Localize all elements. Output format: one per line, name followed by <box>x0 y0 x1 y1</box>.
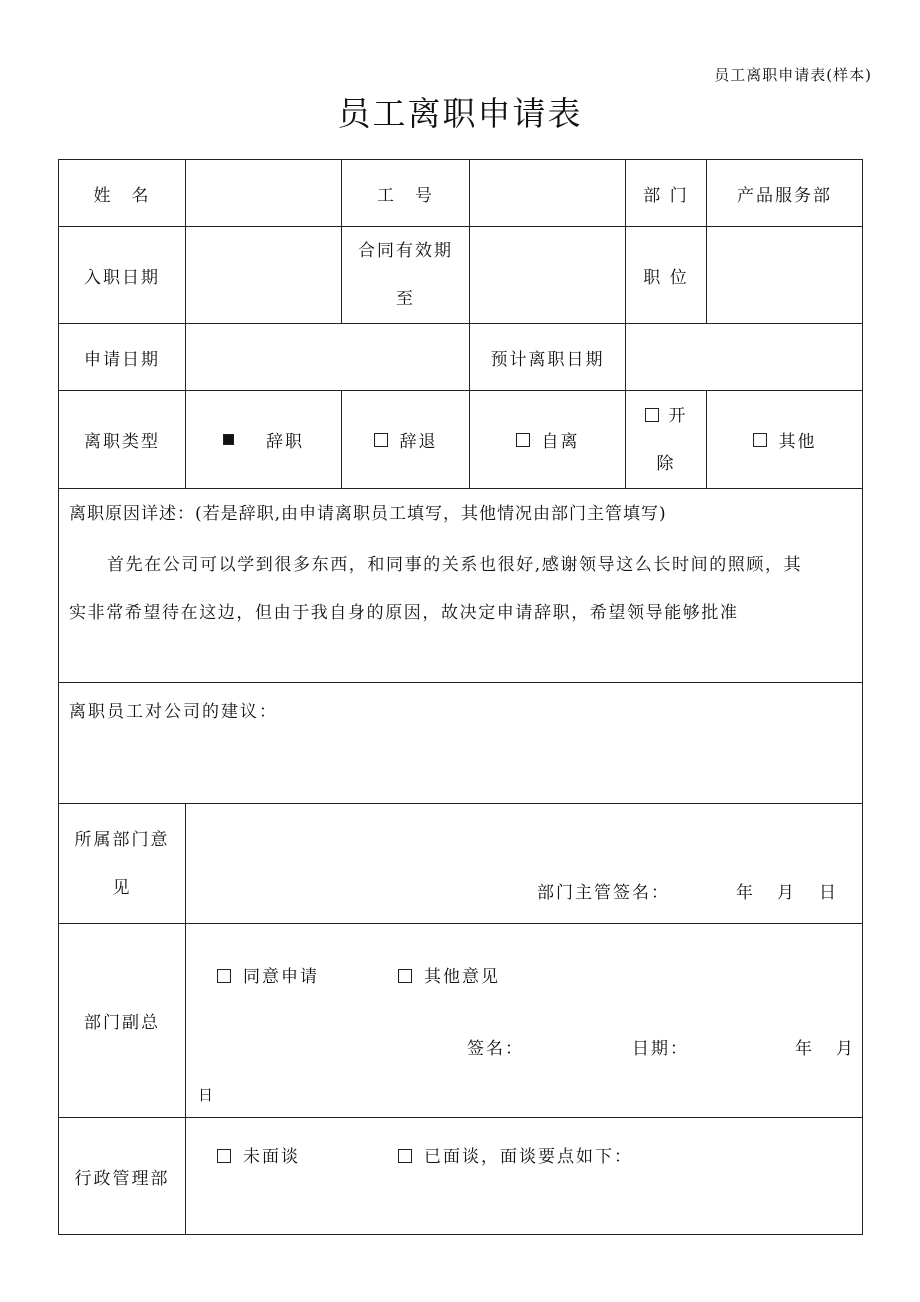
employee-no-field[interactable] <box>469 159 626 227</box>
dept-opinion-day: 日 <box>819 883 838 903</box>
apply-date-label: 申请日期 <box>58 323 186 391</box>
reason-label: 离职原因详述：(若是辞职,由申请离职员工填写，其他情况由部门主管填写) <box>69 504 667 524</box>
leave-type-dismissed-label: 辞退 <box>399 432 438 452</box>
admin-field[interactable] <box>185 1117 863 1235</box>
leave-type-resign[interactable] <box>185 390 342 489</box>
resignation-form <box>58 159 863 1235</box>
leave-type-label: 离职类型 <box>58 390 186 489</box>
employee-no-label: 工 号 <box>341 159 470 227</box>
admin-label: 行政管理部 <box>58 1117 186 1235</box>
leave-type-other-label: 其他 <box>778 432 817 452</box>
admin-interviewed-label: 已面谈，面谈要点如下： <box>424 1147 633 1167</box>
expected-leave-date-label: 预计离职日期 <box>469 323 626 391</box>
expected-leave-date-field[interactable] <box>625 323 863 391</box>
dept-opinion-month: 月 <box>777 883 796 903</box>
leave-type-other[interactable] <box>706 390 863 489</box>
checkbox-icon[interactable] <box>753 433 767 447</box>
name-field[interactable] <box>185 159 342 227</box>
apply-date-field[interactable] <box>185 323 470 391</box>
reason-text-line1: 首先在公司可以学到很多东西，和同事的关系也很好,感谢领导这么长时间的照顾，其 <box>107 555 803 575</box>
name-label: 姓 名 <box>58 159 186 227</box>
admin-not-interviewed-option[interactable] <box>217 1142 300 1167</box>
leave-type-resign-label: 辞职 <box>266 432 304 452</box>
checkbox-icon[interactable] <box>516 433 530 447</box>
dept-opinion-field[interactable] <box>185 803 863 924</box>
vp-agree-option[interactable] <box>217 962 319 987</box>
checkbox-icon[interactable] <box>645 408 659 422</box>
department-label: 部 门 <box>625 159 707 227</box>
admin-interviewed-option[interactable] <box>398 1142 633 1167</box>
contract-label <box>341 226 470 324</box>
dept-opinion-label <box>58 803 186 924</box>
leave-type-self-leave[interactable] <box>469 390 626 489</box>
hire-date-label: 入职日期 <box>58 226 186 324</box>
vp-other-option[interactable] <box>398 962 500 987</box>
checkbox-icon[interactable] <box>374 433 388 447</box>
suggestion-label: 离职员工对公司的建议： <box>69 702 278 722</box>
vp-date-label: 日期： <box>632 1039 689 1059</box>
hire-date-field[interactable] <box>185 226 342 324</box>
contract-label-line1: 合同有效期 <box>358 241 453 261</box>
leave-type-fired-label2: 除 <box>656 453 676 474</box>
header-note: 员工离职申请表(样本) <box>714 66 872 84</box>
checkbox-icon[interactable] <box>398 1149 412 1163</box>
vp-agree-label: 同意申请 <box>243 967 319 987</box>
department-value[interactable]: 产品服务部 <box>706 159 863 227</box>
vp-year: 年 <box>795 1039 814 1059</box>
checked-box-icon[interactable] <box>223 434 234 445</box>
vp-other-label: 其他意见 <box>424 967 500 987</box>
leave-type-fired[interactable] <box>625 390 707 489</box>
position-field[interactable] <box>706 226 863 324</box>
checkbox-icon[interactable] <box>217 1149 231 1163</box>
dept-manager-signature-label: 部门主管签名： <box>537 883 670 903</box>
vp-label: 部门副总 <box>58 923 186 1118</box>
reason-section[interactable] <box>58 488 863 683</box>
reason-text-line2: 实非常希望待在这边，但由于我自身的原因，故决定申请辞职，希望领导能够批准 <box>69 603 739 623</box>
contract-label-line2: 至 <box>396 289 415 309</box>
vp-field[interactable] <box>185 923 863 1118</box>
leave-type-self-leave-label: 自离 <box>541 432 580 452</box>
page-title: 员工离职申请表 <box>337 94 583 133</box>
leave-type-fired-label1: 开 <box>668 405 688 426</box>
dept-opinion-label-line1: 所属部门意 <box>74 829 170 850</box>
leave-type-fired-row1 <box>645 392 688 440</box>
dept-opinion-label-line2: 见 <box>112 877 132 898</box>
vp-day: 日 <box>198 1086 216 1104</box>
position-label: 职 位 <box>625 226 707 324</box>
checkbox-icon[interactable] <box>398 969 412 983</box>
leave-type-dismissed[interactable] <box>341 390 470 489</box>
checkbox-icon[interactable] <box>217 969 231 983</box>
dept-opinion-year: 年 <box>736 883 755 903</box>
contract-end-field[interactable] <box>469 226 626 324</box>
suggestion-section[interactable] <box>58 682 863 804</box>
vp-sign-label: 签名： <box>467 1039 524 1059</box>
vp-month: 月 <box>836 1039 855 1059</box>
admin-not-interviewed-label: 未面谈 <box>243 1147 300 1167</box>
